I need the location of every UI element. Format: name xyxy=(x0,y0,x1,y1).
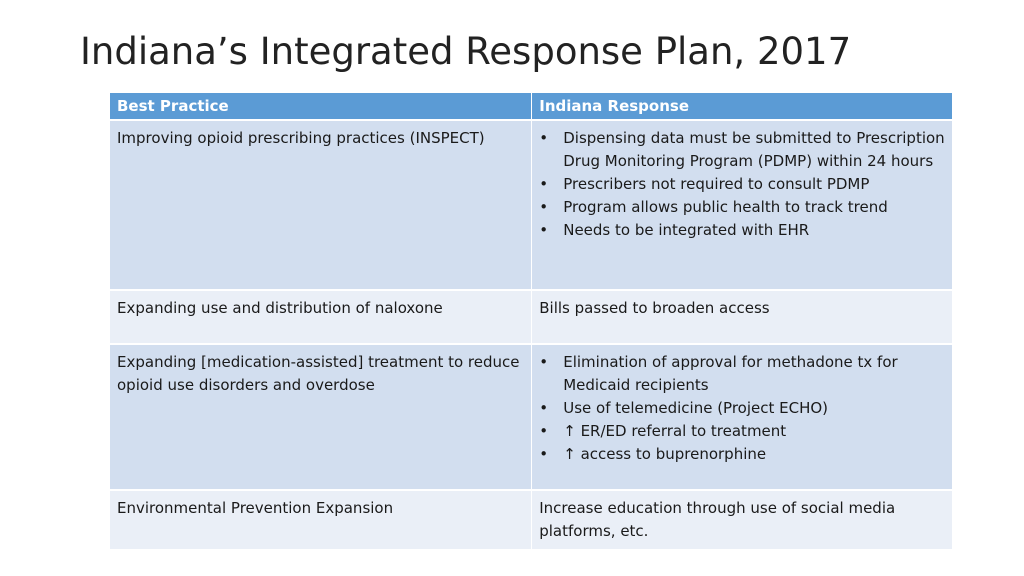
response-cell xyxy=(532,120,953,290)
response-list xyxy=(539,127,945,242)
table-row xyxy=(110,120,953,290)
table-row xyxy=(110,490,953,549)
table-row xyxy=(110,290,953,344)
header-indiana-response: Indiana Response xyxy=(532,93,953,120)
practice-cell: Expanding [medication-assisted] treatment to reduce opioid use disorders and overdose xyxy=(110,344,532,490)
response-list xyxy=(539,351,945,466)
list-item: • Elimination of approval for methadone tx for Medicaid recipients xyxy=(539,351,945,397)
practice-cell: Expanding use and distribution of naloxone xyxy=(110,290,532,344)
list-item: • Prescribers not required to consult PDMP xyxy=(539,173,945,196)
response-cell xyxy=(532,344,953,490)
list-item: • Program allows public health to track trend xyxy=(539,196,945,219)
list-item: • ↑ ER/ED referral to treatment xyxy=(539,420,945,443)
practice-cell: Improving opioid prescribing practices (INSPECT) xyxy=(110,120,532,290)
response-cell: Bills passed to broaden access xyxy=(532,290,953,344)
response-cell: Increase education through use of social media platforms, etc. xyxy=(532,490,953,549)
list-item: • Use of telemedicine (Project ECHO) xyxy=(539,397,945,420)
table-row xyxy=(110,344,953,490)
header-best-practice: Best Practice xyxy=(110,93,532,120)
list-item: • ↑ access to buprenorphine xyxy=(539,443,945,466)
practice-cell: Environmental Prevention Expansion xyxy=(110,490,532,549)
list-item: • Dispensing data must be submitted to Prescription Drug Monitoring Program (PDMP) within 24 hours xyxy=(539,127,945,173)
response-plan-table xyxy=(110,93,953,549)
table-header-row xyxy=(110,93,953,120)
slide-title: Indiana’s Integrated Response Plan, 2017 xyxy=(80,30,852,73)
list-item: • Needs to be integrated with EHR xyxy=(539,219,945,242)
